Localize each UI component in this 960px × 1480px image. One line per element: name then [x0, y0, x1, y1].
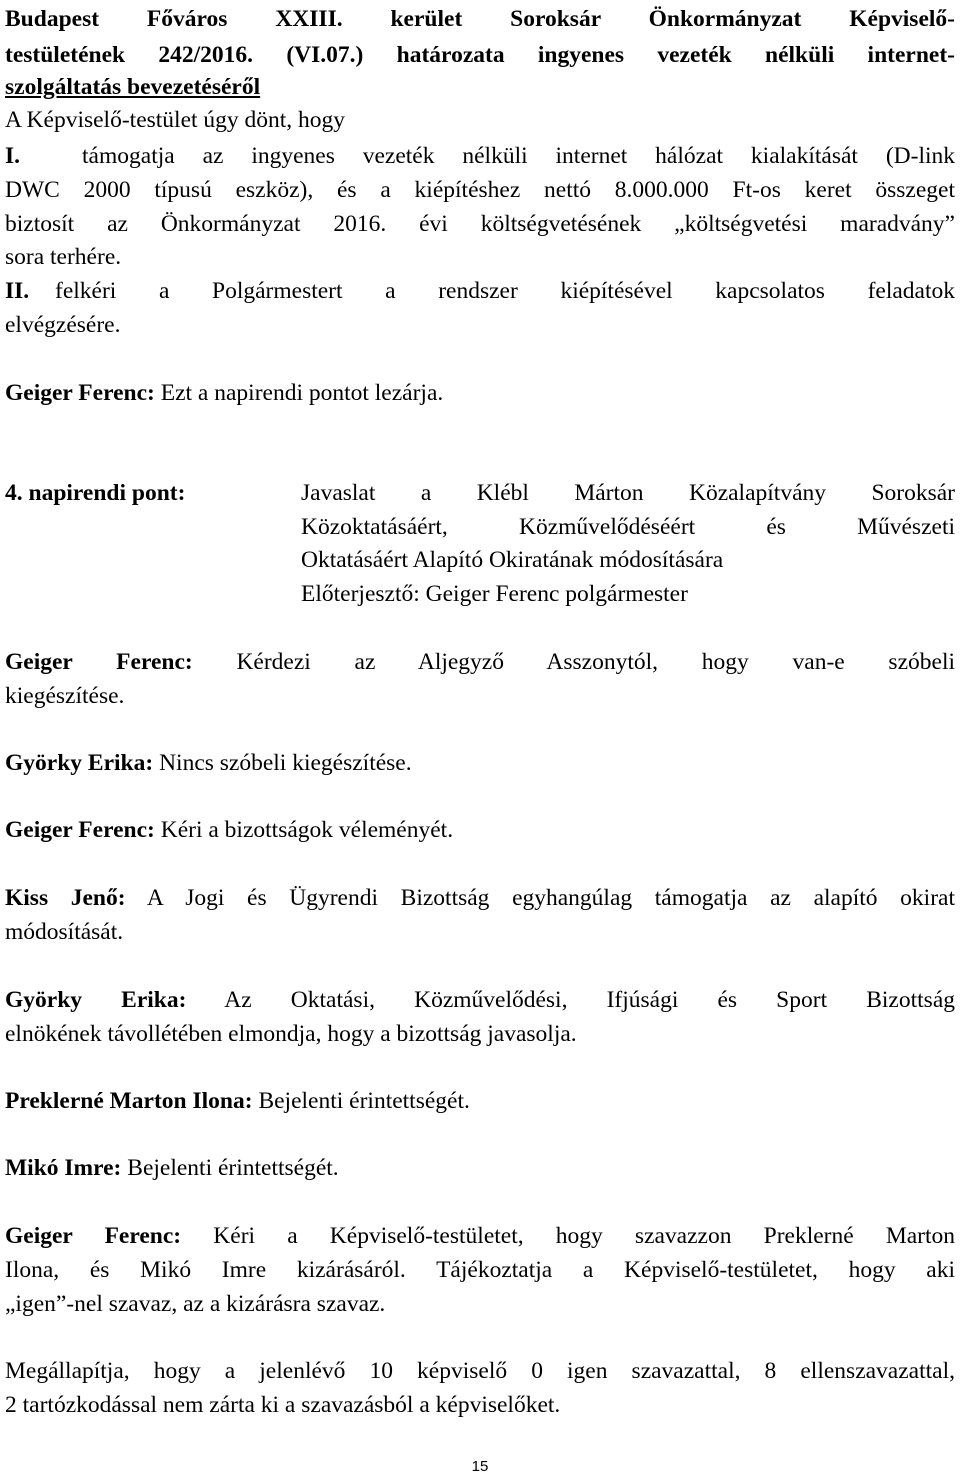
point-ii-line-1: II. felkéri a Polgármestert a rendszer kiépítésével kapcsolatos feladatok	[5, 274, 955, 308]
entry-line: Ilona, és Mikó Imre kizárásáról. Tájékoztatja a Képviselő-testületet, hogy aki	[5, 1257, 955, 1283]
resolution-title-line-3: szolgáltatás bevezetéséről	[5, 74, 261, 100]
entry-line: kiegészítése.	[5, 683, 125, 709]
speaker-name: Györky Erika:	[5, 987, 187, 1013]
point-i-label: I.	[5, 143, 21, 169]
entry-line: elnökének távollétében elmondja, hogy a bizottság javasolja.	[5, 1021, 577, 1047]
point-i-line-1: I. támogatja az ingyenes vezeték nélküli internet hálózat kialakítását (D-link	[5, 143, 955, 169]
entry-line: Geiger Ferenc: Kéri a Képviselő-testületet, hogy szavazzon Preklerné Marton	[5, 1223, 955, 1249]
entry-line: Preklerné Marton Ilona: Bejelenti érintettségét.	[5, 1088, 470, 1114]
speaker-name: Mikó Imre:	[5, 1155, 122, 1181]
entry-line: „igen”-nel szavaz, az a kizárásra szavaz.	[5, 1291, 386, 1317]
agenda-label: 4. napirendi pont:	[5, 480, 186, 506]
agenda-text-line-3: Oktatásáért Alapító Okiratának módosítására	[301, 547, 724, 573]
entry-line: Mikó Imre: Bejelenti érintettségét.	[5, 1155, 339, 1181]
speaker-name: Geiger Ferenc:	[5, 1223, 182, 1249]
conclusion-line-1: Megállapítja, hogy a jelenlévő 10 képviselő 0 igen szavazattal, 8 ellenszavazattal,	[5, 1358, 955, 1384]
entry-line: Györky Erika: Az Oktatási, Közművelődési, Ifjúsági és Sport Bizottság	[5, 987, 955, 1013]
speaker-name: Geiger Ferenc:	[5, 380, 155, 406]
entry-line: módosítását.	[5, 919, 124, 945]
closing-statement: Geiger Ferenc: Ezt a napirendi pontot lezárja.	[5, 380, 444, 406]
speaker-name: Preklerné Marton Ilona:	[5, 1088, 253, 1114]
speaker-name: Geiger Ferenc:	[5, 649, 193, 675]
speaker-name: Kiss Jenő:	[5, 885, 126, 911]
point-ii-label: II.	[5, 278, 30, 304]
resolution-title-line-2: testületének 242/2016. (VI.07.) határozata ingyenes vezeték nélküli internet-	[5, 42, 955, 68]
point-i-line-3: biztosít az Önkormányzat 2016. évi költségvetésének „költségvetési maradvány”	[5, 211, 955, 237]
entry-line: Geiger Ferenc: Kérdezi az Aljegyző Asszonytól, hogy van-e szóbeli	[5, 649, 955, 675]
agenda-text-line-1: Javaslat a Klébl Márton Közalapítvány Soroksár	[301, 480, 955, 506]
speaker-name: Geiger Ferenc:	[5, 817, 155, 843]
entry-line: Geiger Ferenc: Kéri a bizottságok véleményét.	[5, 817, 454, 843]
entry-line: Kiss Jenő: A Jogi és Ügyrendi Bizottság egyhangúlag támogatja az alapító okirat	[5, 885, 955, 911]
resolution-title-line-1: Budapest Főváros XXIII. kerület Soroksár Önkormányzat Képviselő-	[5, 6, 955, 32]
point-i-line-2: DWC 2000 típusú eszköz), és a kiépítéshez nettó 8.000.000 Ft-os keret összeget	[5, 177, 955, 203]
speaker-name: Györky Erika:	[5, 750, 154, 776]
page-number: 15	[471, 1458, 489, 1475]
resolution-intro: A Képviselő-testület úgy dönt, hogy	[5, 107, 346, 133]
entry-line: Györky Erika: Nincs szóbeli kiegészítése.	[5, 750, 412, 776]
point-ii-line-2: elvégzésére.	[5, 312, 121, 338]
agenda-text-line-2: Közoktatásáért, Közművelődéséért és Művészeti	[301, 514, 955, 540]
agenda-presenter: Előterjesztő: Geiger Ferenc polgármester	[301, 581, 688, 607]
conclusion-line-2: 2 tartózkodással nem zárta ki a szavazásból a képviselőket.	[5, 1392, 561, 1418]
point-i-line-4: sora terhére.	[5, 244, 122, 270]
